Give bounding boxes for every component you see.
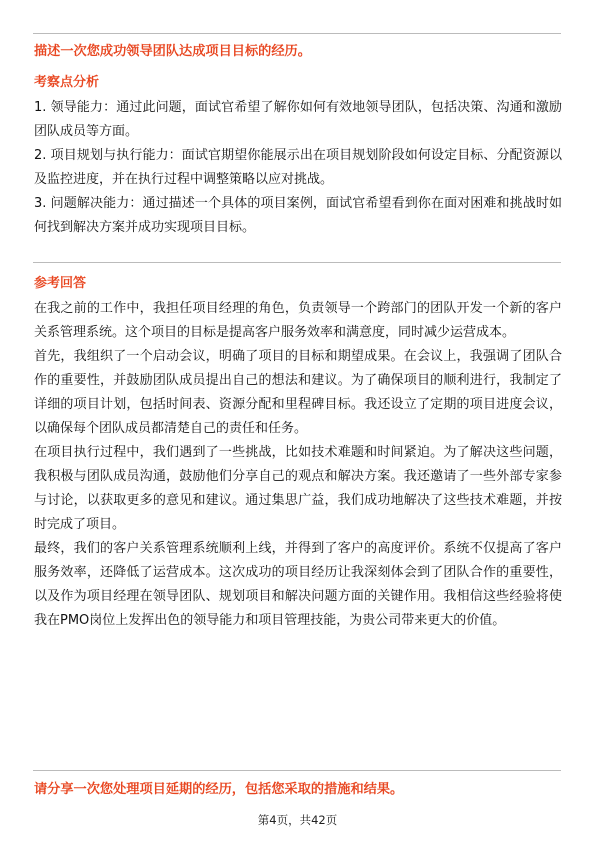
analysis-item: 1. 领导能力：通过此问题，面试官希望了解你如何有效地领导团队，包括决策、沟通和激励团队成员等方面。 — [34, 100, 562, 139]
next-question-heading: 请分享一次您处理项目延期的经历，包括您采取的措施和结果。 — [34, 782, 404, 797]
question-heading: 描述一次您成功领导团队达成项目目标的经历。 — [34, 44, 311, 59]
answer-paragraph: 最终，我们的客户关系管理系统顺利上线，并得到了客户的高度评价。系统不仅提高了客户服务效率，还降低了运营成本。这次成功的项目经历让我深刻体会到了团队合作的重要性，以及作为项目经理在领导团队、规划项目和解决问题方面的关键作用。我相信这些经验将使我在PMO岗位上发挥出色的领导能力和项目管理技能，为贵公司带来更大的价值。 — [34, 541, 562, 628]
bottom-divider — [33, 770, 561, 771]
analysis-list — [34, 96, 562, 240]
analysis-item: 3. 问题解决能力：通过描述一个具体的项目案例，面试官希望看到你在面对困难和挑战时如何找到解决方案并成功实现项目目标。 — [34, 196, 562, 235]
analysis-heading: 考察点分析 — [34, 75, 100, 90]
answer-paragraph: 首先，我组织了一个启动会议，明确了项目的目标和期望成果。在会议上，我强调了团队合作的重要性，并鼓励团队成员提出自己的想法和建议。为了确保项目的顺利进行，我制定了详细的项目计划，包括时间表、资源分配和里程碑目标。我还设立了定期的项目进度会议，以确保每个团队成员都清楚自己的责任和任务。 — [34, 349, 562, 436]
page-number: 第4页，共42页 — [257, 813, 338, 827]
answer-paragraph: 在我之前的工作中，我担任项目经理的角色，负责领导一个跨部门的团队开发一个新的客户关系管理系统。这个项目的目标是提高客户服务效率和满意度，同时减少运营成本。 — [34, 301, 562, 340]
analysis-item: 2. 项目规划与执行能力：面试官期望你能展示出在项目规划阶段如何设定目标、分配资源以及监控进度，并在执行过程中调整策略以应对挑战。 — [34, 148, 562, 187]
top-divider — [33, 33, 561, 34]
section-divider — [33, 262, 561, 263]
reference-heading: 参考回答 — [34, 276, 87, 291]
reference-answer — [34, 297, 562, 633]
answer-paragraph: 在项目执行过程中，我们遇到了一些挑战，比如技术难题和时间紧迫。为了解决这些问题，我积极与团队成员沟通，鼓励他们分享自己的观点和解决方案。我还邀请了一些外部专家参与讨论，以获取更多的意见和建议。通过集思广益，我们成功地解决了这些技术难题，并按时完成了项目。 — [34, 445, 562, 532]
